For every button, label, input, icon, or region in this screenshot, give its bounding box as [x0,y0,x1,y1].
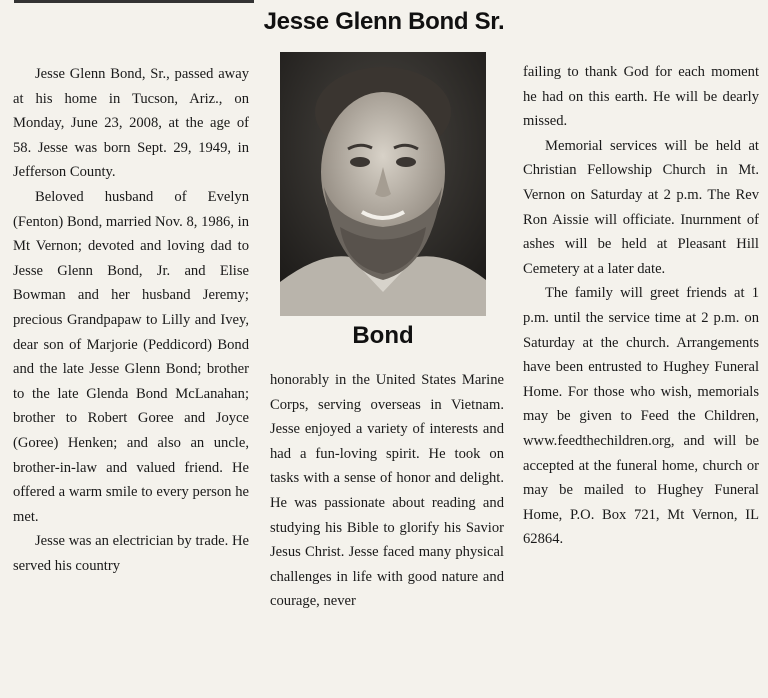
obituary-headline: Jesse Glenn Bond Sr. [263,8,505,35]
paragraph: The family will greet friends at 1 p.m. until the service time at 2 p.m. on Saturday at the church. Arrangements have been entrusted to Hughey Funeral Home. For those who wish, memorials may be given to Feed the Children, www.feedthechildren.org, and will be accepted at the funeral home, church or may be mailed to Hughey Funeral Home, P.O. Box 721, Mt Vernon, IL 62864. [523,285,759,548]
paragraph: Beloved husband of Evelyn (Fenton) Bond, married Nov. 8, 1986, in Mt Vernon; devoted and loving dad to Jesse Glenn Bond, Jr. and Elise Bowman and her husband Jeremy; precious Grandpapaw to Lilly and Ivey, dear son of Marjorie (Peddicord) Bond and the late Jesse Glenn Bond; brother to the late Glenda Bond McLanahan; brother to Robert Goree and Joyce (Goree) Henken; and also an uncle, brother-in-law and valued friend. He offered a warm smile to every person he met. [13,188,249,525]
column-1 [13,62,249,578]
paragraph: failing to thank God for each moment he had on this earth. He will be dearly missed. [523,64,759,130]
paragraph: honorably in the United States Marine Corps, serving overseas in Vietnam. Jesse enjoyed a variety of interests and had a fun-loving spirit. He took on tasks with a sense of honor and delight. He was passionate about reading and studying his Bible to glorify his Savior Jesus Christ. Jesse faced many physical challenges in life with good nature and courage, never [270,372,504,610]
paragraph: Jesse was an electrician by trade. He served his country [13,533,249,574]
paragraph: Jesse Glenn Bond, Sr., passed away at his home in Tucson, Ariz., on Monday, June 23, 2008, at the age of 58. Jesse was born Sept. 29, 1949, in Jefferson County. [13,66,249,181]
column-3 [523,60,759,552]
portrait-illustration [280,52,486,316]
column-2 [270,368,504,614]
paragraph: Memorial services will be held at Christian Fellowship Church in Mt. Vernon on Saturday at 2 p.m. The Rev Ron Aissie will officiate. Inurnment of ashes will be held at Pleasant Hill Cemetery at a later date. [523,137,759,277]
top-rule [14,0,254,3]
portrait-photo [280,52,486,316]
photo-caption: Bond [352,322,414,349]
